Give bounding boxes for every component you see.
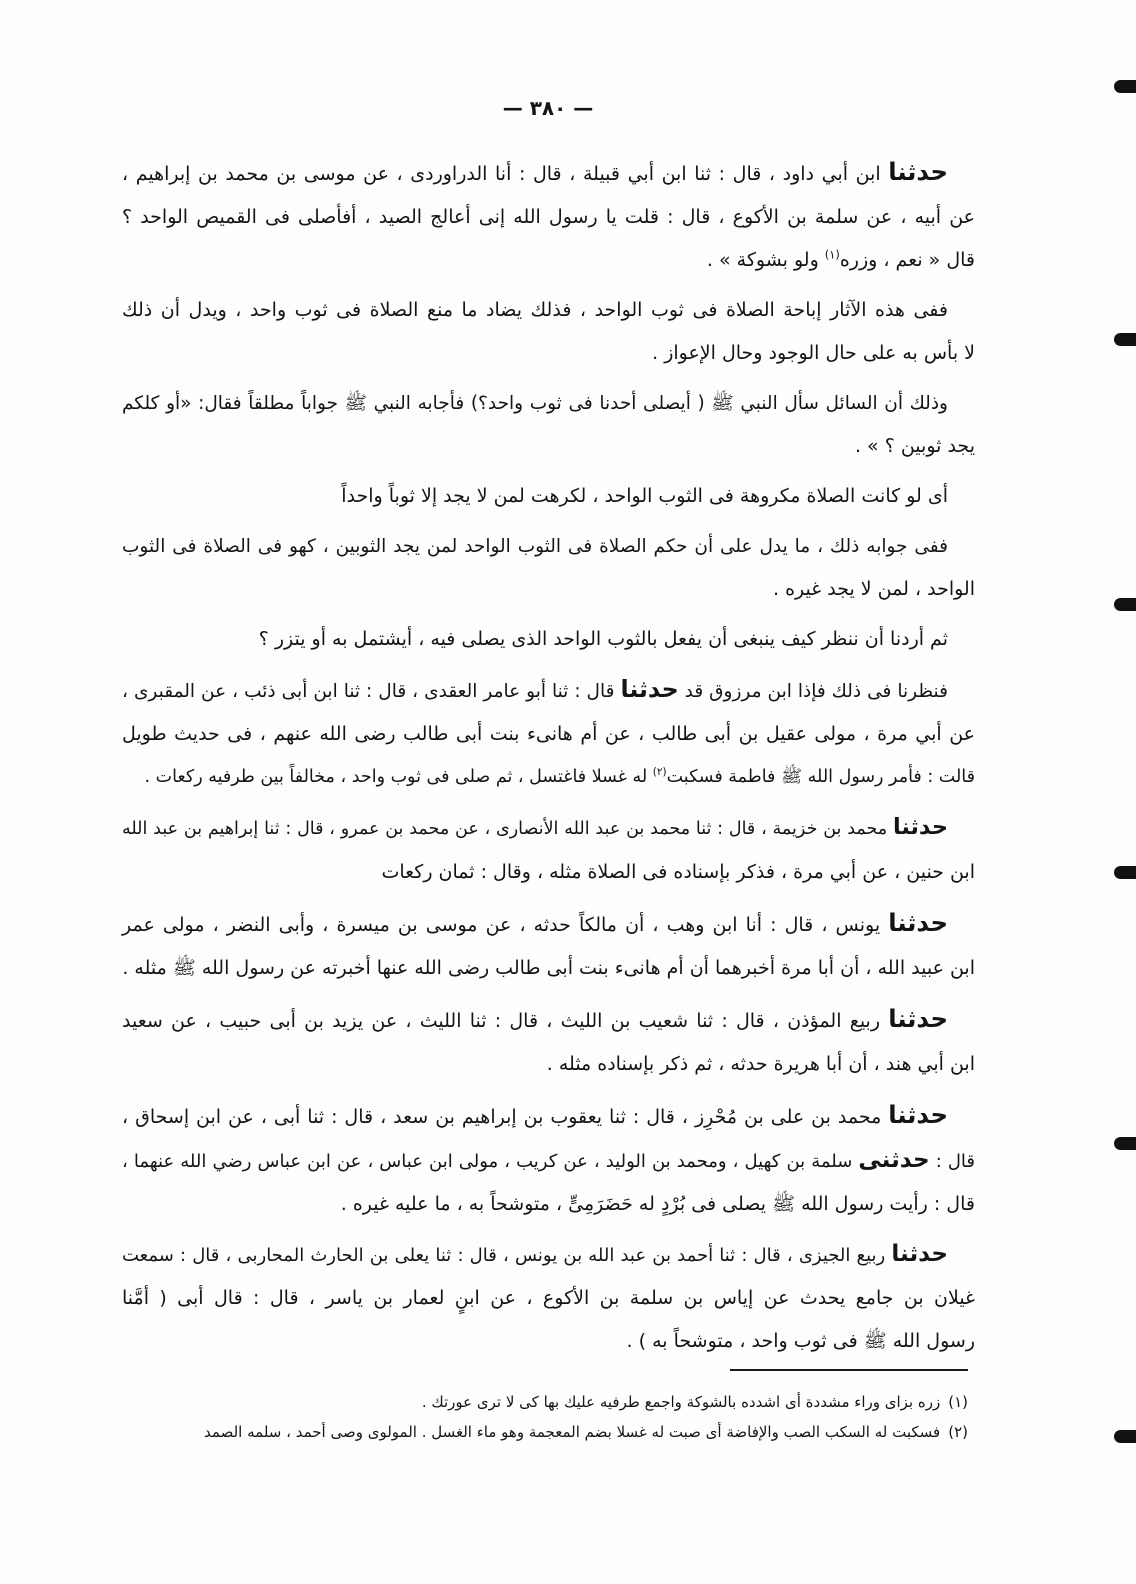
text-line xyxy=(122,332,975,375)
narration-keyword: حدثنا xyxy=(888,1004,948,1033)
page-number: — ٣٨٠ — xyxy=(502,96,594,120)
binding-mark xyxy=(1114,333,1136,346)
paragraph xyxy=(122,1093,975,1226)
text-line xyxy=(122,425,975,468)
text-line xyxy=(122,1043,975,1086)
line-text: غيلان بن جامع يحدث عن إياس بن سلمة بن الأكوع ، عن ابنٍ لعمار بن ياسر ، قال : قال أبى ( أمَّنا xyxy=(122,1287,975,1309)
line-text: رسول الله ﷺ فى ثوب واحد ، متوشحاً به ) . xyxy=(626,1330,975,1352)
line-text: ففى جوابه ذلك ، ما يدل على أن حكم الصلاة فى الثوب الواحد لمن يجد الثوبين ، كهو فى الصلاة فى الثوب xyxy=(122,536,948,557)
line-text: محمد بن على بن مُحْرِز ، قال : ثنا يعقوب بن إبراهيم بن سعد ، قال : ثنا أبى ، عن ابن إسحاق ، xyxy=(122,1106,889,1128)
paragraph xyxy=(122,382,975,468)
line-text: وذلك أن السائل سأل النبي ﷺ ( أيصلى أحدنا فى ثوب واحد؟) فأجابه النبي ﷺ جواباً مطلقاً فقال: «أو كلكم xyxy=(122,393,948,414)
text-line xyxy=(122,1093,975,1139)
paragraph xyxy=(122,806,975,894)
paragraph xyxy=(122,1233,975,1363)
line-text: ربيع الجيزى ، قال : ثنا أحمد بن عبد الله بن يونس ، قال : ثنا يعلى بن الحارث المحاربى ، قال : سمعت xyxy=(122,1245,892,1266)
text-line xyxy=(122,806,975,851)
text-line xyxy=(122,901,975,947)
line-text: قال : xyxy=(929,1151,975,1172)
line-text: الواحد ، لمن لا يجد غيره . xyxy=(773,578,975,600)
paragraph xyxy=(122,901,975,990)
paragraph xyxy=(122,997,975,1086)
text-line xyxy=(122,1183,975,1226)
narration-keyword: حدثنا xyxy=(888,908,948,937)
line-text: ابن أبي هند ، أن أبا هريرة حدثه ، ثم ذكر بإسناده مثله . xyxy=(546,1053,975,1075)
narration-keyword: حدثنا xyxy=(888,1100,948,1129)
text-line xyxy=(122,568,975,611)
text-line xyxy=(122,713,975,756)
binding-mark xyxy=(1114,80,1136,93)
binding-mark xyxy=(1114,1137,1136,1150)
line-text: ابن عبيد الله ، أن أبا مرة أخبرهما أن أم هانىء بنت أبى طالب رضى الله عنها أخبرته عن رسول الله ﷺ مثله . xyxy=(122,957,975,979)
paragraph xyxy=(122,150,975,282)
text-line xyxy=(122,475,975,518)
paragraph xyxy=(122,475,975,518)
text-line xyxy=(122,525,975,568)
footnote xyxy=(133,1387,968,1417)
text-line xyxy=(122,289,975,332)
line-text: ولو بشوكة » . xyxy=(706,249,825,271)
text-line xyxy=(122,239,975,282)
line-text: ربيع المؤذن ، قال : ثنا شعيب بن الليث ، قال : ثنا الليث ، عن يزيد بن أبى حبيب ، عن سعيد xyxy=(122,1010,889,1032)
line-text: عن أبيه ، عن سلمة بن الأكوع ، قال : قلت يا رسول الله إنى أعالج الصيد ، أفأصلى فى القميص الواحد ؟ xyxy=(122,206,975,228)
line-text: لا بأس به على حال الوجود وحال الإعواز . xyxy=(652,342,975,364)
footnotes xyxy=(133,1387,968,1447)
footnote-separator xyxy=(730,1369,968,1371)
text-line xyxy=(122,1277,975,1320)
text-line xyxy=(122,1233,975,1277)
narration-keyword: حدثنا xyxy=(892,814,948,840)
footnote xyxy=(133,1417,968,1447)
footnote-marker: (٢) xyxy=(948,1423,968,1441)
footnote-text: فسكبت له السكب الصب والإفاضة أى صبت له غسلا بضم المعجمة وهو ماء الغسل . المولوى وصى أحمد ، سلمه الصمد xyxy=(204,1423,941,1441)
line-text: قالت : فأمر رسول الله ﷺ فاطمة فسكبت xyxy=(666,767,975,787)
line-text: ابن أبي داود ، قال : ثنا ابن أبي قبيلة ، قال : أنا الدراوردى ، عن موسى بن محمد بن إبراهيم ، xyxy=(122,163,889,185)
paragraph xyxy=(122,618,975,661)
text-line xyxy=(122,150,975,196)
narration-keyword: حدثنا xyxy=(620,675,679,703)
line-text: يونس ، قال : أنا ابن وهب ، أن مالكاً حدثه ، عن موسى بن ميسرة ، وأبى النضر ، مولى عمر xyxy=(122,914,889,936)
line-text: محمد بن خزيمة ، قال : ثنا محمد بن عبد الله الأنصارى ، عن محمد بن عمرو ، قال : ثنا إبراهيم بن عبد الله xyxy=(122,819,893,839)
line-text: يجد ثوبين ؟ » . xyxy=(854,435,975,457)
footnote-ref: (٢) xyxy=(652,766,667,779)
line-text: قال « نعم ، وزره xyxy=(839,249,975,271)
text-line xyxy=(122,947,975,990)
line-text: عن أبي مرة ، مولى عقيل بن أبى طالب ، عن أم هانىء بنت أبى طالب رضى الله عنهم ، فى حديث طويل xyxy=(122,723,975,745)
line-text: ثم أردنا أن ننظر كيف ينبغى أن يفعل بالثوب الواحد الذى يصلى فيه ، أيشتمل به أو يتزر ؟ xyxy=(258,628,948,650)
body-text xyxy=(122,150,975,1363)
line-text: ففى هذه الآثار إباحة الصلاة فى ثوب الواحد ، فذلك يضاد ما منع الصلاة فى ثوب واحد ، ويدل أن ذلك xyxy=(122,299,948,321)
text-line xyxy=(122,382,975,425)
line-text: قال : ثنا أبو عامر العقدى ، قال : ثنا ابن أبى ذئب ، عن المقبرى ، xyxy=(122,681,621,702)
line-text: له غسلا فاغتسل ، ثم صلى فى ثوب واحد ، مخالفاً بين طرفيه ركعات . xyxy=(144,767,653,787)
narration-keyword: حدثنى xyxy=(858,1147,930,1173)
line-text: قال : رأيت رسول الله ﷺ يصلى فى بُرْدٍ له حَضَرَمِىٍّ ، متوشحاً به ، ما عليه غيره . xyxy=(340,1193,975,1215)
text-line xyxy=(122,851,975,894)
footnote-ref: (١) xyxy=(824,247,840,262)
text-line xyxy=(122,196,975,239)
binding-mark xyxy=(1114,866,1136,879)
line-text: ابن حنين ، عن أبي مرة ، فذكر بإسناده فى الصلاة مثله ، وقال : ثمان ركعات xyxy=(381,861,975,883)
text-line xyxy=(122,756,975,799)
text-line xyxy=(122,618,975,661)
text-line xyxy=(122,997,975,1043)
footnote-text: زره بزاى وراء مشددة أى اشدده بالشوكة واجمع طرفيه عليك بها كى لا ترى عورتك . xyxy=(421,1393,941,1411)
text-line xyxy=(122,1320,975,1363)
text-line xyxy=(122,668,975,713)
text-line xyxy=(122,1139,975,1183)
narration-keyword: حدثنا xyxy=(891,1241,948,1267)
narration-keyword: حدثنا xyxy=(888,157,948,186)
line-text: فنظرنا فى ذلك فإذا ابن مرزوق قد xyxy=(678,681,948,702)
paragraph xyxy=(122,525,975,611)
binding-mark xyxy=(1114,1430,1136,1443)
paragraph xyxy=(122,289,975,375)
binding-mark xyxy=(1114,598,1136,611)
line-text: أى لو كانت الصلاة مكروهة فى الثوب الواحد ، لكرهت لمن لا يجد إلا ثوباً واحداً xyxy=(341,485,948,507)
paragraph xyxy=(122,668,975,799)
line-text: سلمة بن كهيل ، ومحمد بن الوليد ، عن كريب ، مولى ابن عباس ، عن ابن عباس رضي الله عنهما ، xyxy=(122,1151,859,1172)
footnote-marker: (١) xyxy=(948,1393,968,1411)
